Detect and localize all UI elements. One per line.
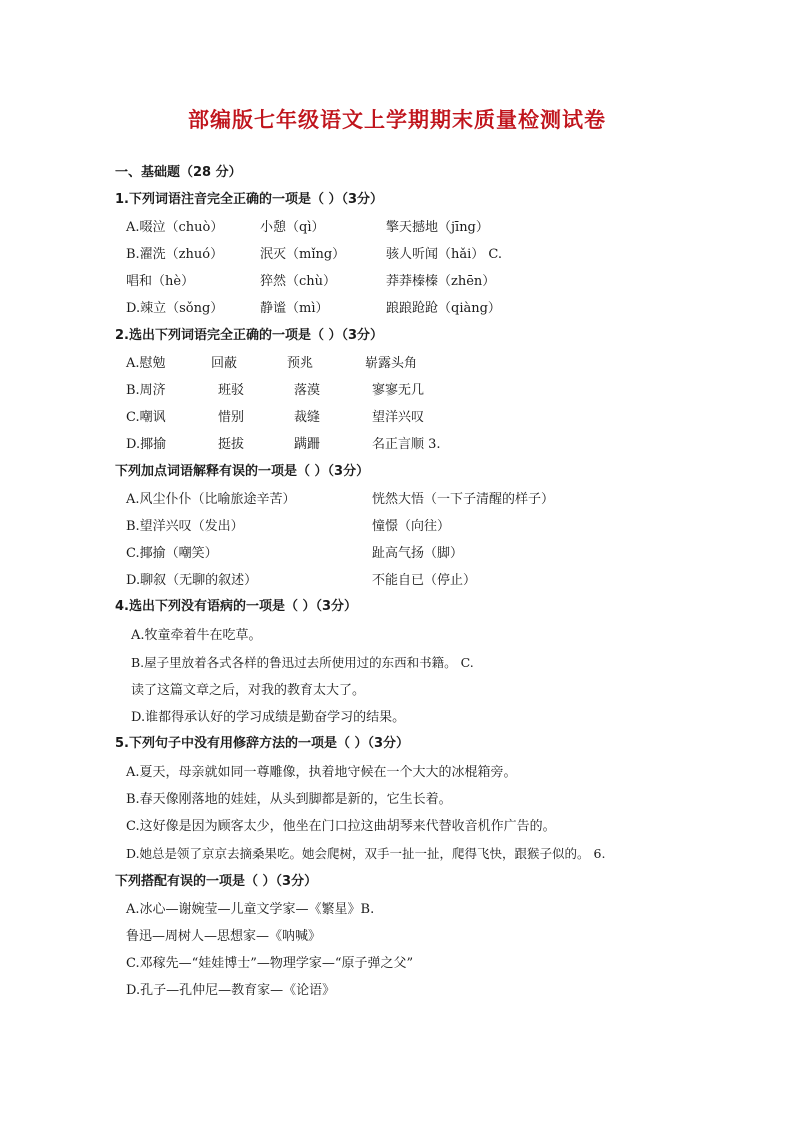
- q1-option-a-word3: 擎天撼地（jīng）: [386, 220, 489, 235]
- q1-option-c-word1: 唱和（hè）: [126, 274, 195, 289]
- q1-option-b-word2: 泯灭（mǐng）: [260, 247, 346, 262]
- q2-option-c-word3: 裁缝: [294, 410, 321, 425]
- q2-option-d-word1: D.揶揄: [126, 437, 167, 452]
- q2-option-d-word3: 蹒跚: [294, 437, 321, 452]
- q3-option-b-left: B.望洋兴叹（发出）: [126, 519, 244, 534]
- q2-option-c-word4: 望洋兴叹: [372, 410, 425, 425]
- section-heading: 一、基础题（28 分）: [115, 165, 242, 180]
- q2-option-a-word3: 预兆: [287, 356, 314, 371]
- q2-option-c-word2: 惜别: [218, 410, 245, 425]
- q2-option-b-word3: 落漠: [294, 383, 321, 398]
- q6-option-b: 鲁迅—周树人—思想家—《呐喊》: [126, 929, 322, 944]
- q3-option-a-left: A.风尘仆仆（比喻旅途辛苦）: [126, 492, 296, 507]
- q2-option-b-word2: 班驳: [218, 383, 245, 398]
- q2-option-d-word4: 名正言顺 3.: [372, 437, 441, 452]
- q5-option-b: B.春天像刚落地的娃娃，从头到脚都是新的，它生长着。: [126, 792, 452, 807]
- q3-option-a-right: 恍然大悟（一下子清醒的样子）: [372, 492, 555, 507]
- q3-option-d-right: 不能自已（停止）: [372, 573, 477, 588]
- question-2-stem: 2.选出下列词语完全正确的一项是（ ）（3分）: [115, 328, 384, 343]
- q1-option-c-word2: 猝然（chù）: [260, 274, 337, 289]
- q2-option-c-word1: C.嘲讽: [126, 410, 166, 425]
- q2-option-a-word2: 回蔽: [211, 356, 238, 371]
- q3-option-c-left: C.揶揄（嘲笑）: [126, 546, 218, 561]
- question-6-stem: 下列搭配有误的一项是（ ）（3分）: [115, 874, 318, 889]
- q2-option-a-word4: 崭露头角: [365, 356, 418, 371]
- q6-option-c: C.邓稼先—“娃娃博士”—物理学家—“原子弹之父”: [126, 956, 414, 971]
- q2-option-d-word2: 挺拔: [218, 437, 245, 452]
- page-title: 部编版七年级语文上学期期末质量检测试卷: [188, 108, 606, 132]
- q2-option-b-word4: 寥寥无几: [372, 383, 425, 398]
- q4-option-a: A.牧童牵着牛在吃草。: [131, 628, 262, 643]
- q3-option-b-right: 憧憬（向往）: [372, 519, 451, 534]
- q2-option-b-word1: B.周济: [126, 383, 166, 398]
- q1-option-a-word1: A.啜泣（chuò）: [126, 220, 224, 235]
- q6-option-a: A.冰心—谢婉莹—儿童文学家—《繁星》B.: [126, 902, 375, 917]
- q2-option-a-word1: A.慰勉: [126, 356, 166, 371]
- q5-option-a: A.夏天，母亲就如同一尊雕像，执着地守候在一个大大的冰棍箱旁。: [126, 765, 517, 780]
- q4-option-c: 读了这篇文章之后，对我的教育太大了。: [131, 683, 366, 698]
- q1-option-b-word1: B.濯洗（zhuó）: [126, 247, 224, 262]
- q4-option-b: B.屋子里放着各式各样的鲁迅过去所使用过的东西和书籍。 C.: [131, 655, 474, 670]
- q5-option-c: C.这好像是因为顾客太少，他坐在门口拉这曲胡琴来代替收音机作广告的。: [126, 819, 556, 834]
- q4-option-d: D.谁都得承认好的学习成绩是勤奋学习的结果。: [131, 710, 406, 725]
- question-3-stem: 下列加点词语解释有误的一项是（ ）（3分）: [115, 464, 370, 479]
- question-5-stem: 5.下列句子中没有用修辞方法的一项是（ ）（3分）: [115, 736, 410, 751]
- q1-option-a-word2: 小憩（qì）: [260, 220, 325, 235]
- q1-option-d-word2: 静谧（mì）: [260, 301, 329, 316]
- q6-option-d: D.孔子—孔仲尼—教育家—《论语》: [126, 983, 336, 998]
- q1-option-c-word3: 莽莽榛榛（zhēn）: [386, 274, 496, 289]
- q5-option-d: D.她总是领了京京去摘桑果吃。她会爬树，双手一扯一扯，爬得飞快，跟猴子似的。 6.: [126, 846, 606, 861]
- question-1-stem: 1.下列词语注音完全正确的一项是（ ）（3分）: [115, 192, 384, 207]
- q3-option-c-right: 趾高气扬（脚）: [372, 546, 464, 561]
- q1-option-b-word3: 骇人听闻（hǎi） C.: [386, 247, 503, 262]
- q3-option-d-left: D.聊叙（无聊的叙述）: [126, 573, 258, 588]
- question-4-stem: 4.选出下列没有语病的一项是（ ）（3分）: [115, 599, 358, 614]
- q1-option-d-word3: 踉踉跄跄（qiàng）: [386, 301, 501, 316]
- q1-option-d-word1: D.竦立（sǒng）: [126, 301, 224, 316]
